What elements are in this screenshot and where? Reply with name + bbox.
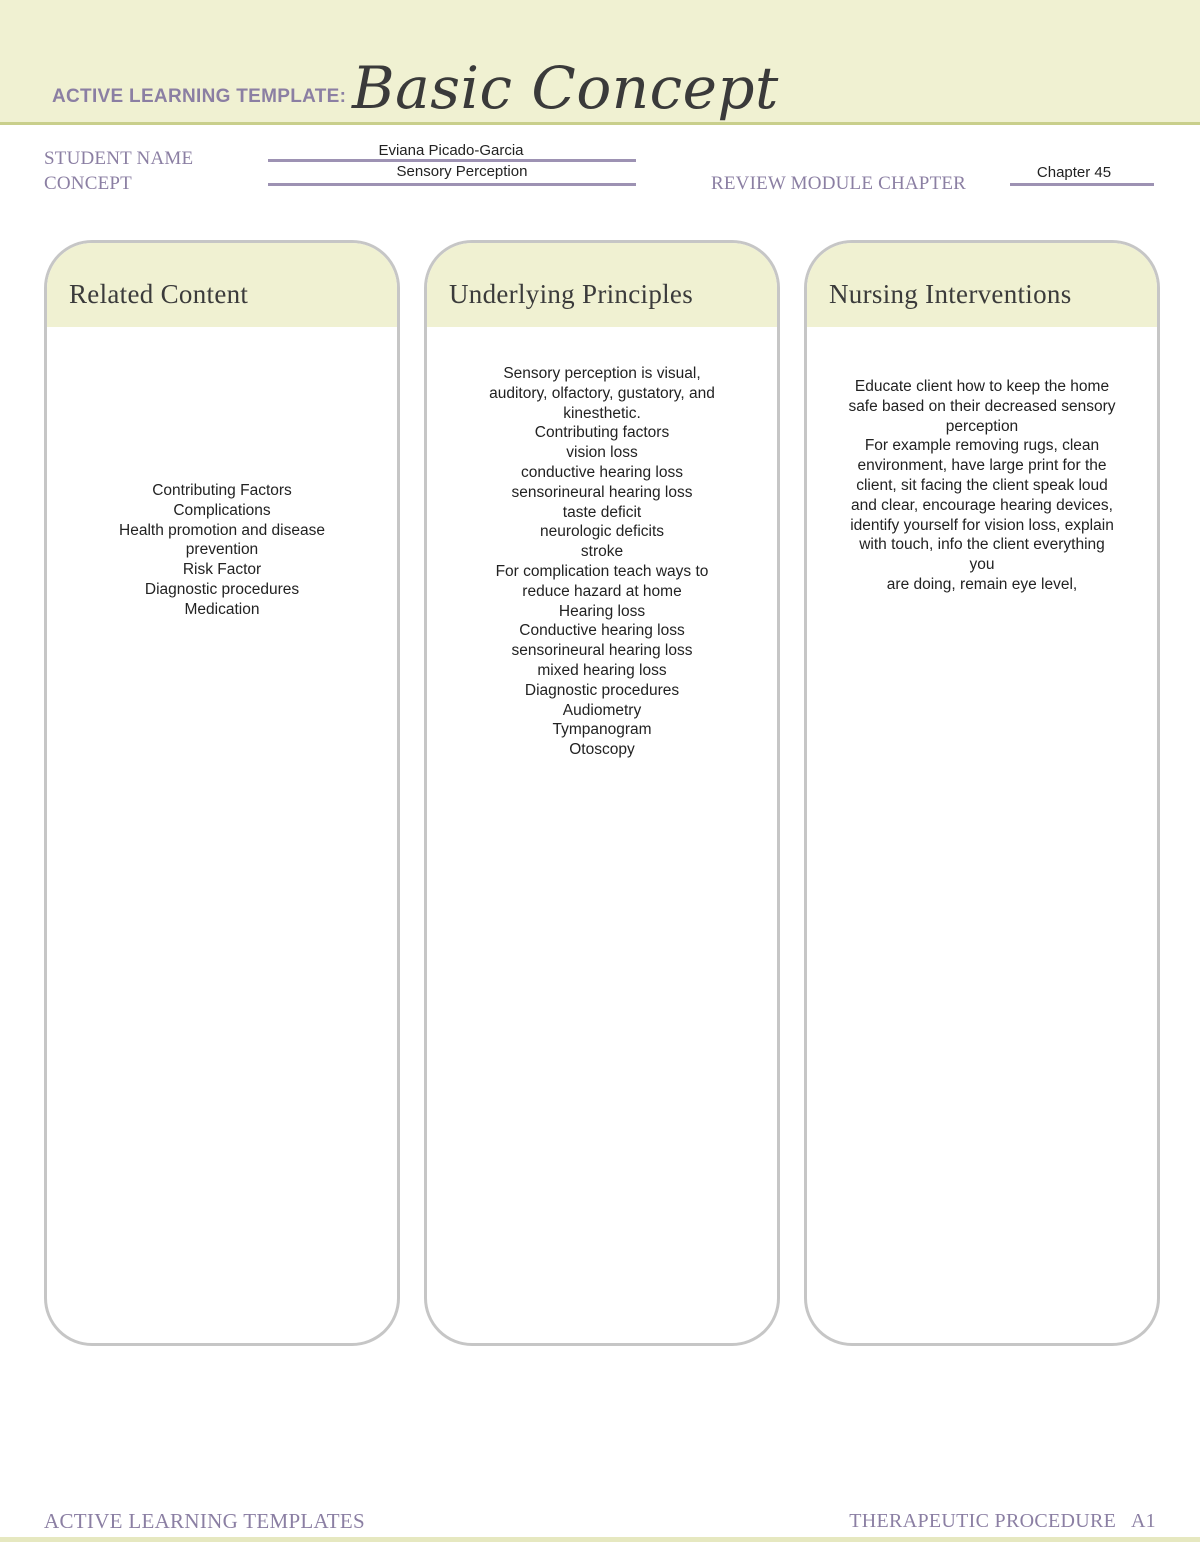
text-line: prevention — [185, 541, 259, 559]
text-line: Sensory perception is visual, — [503, 365, 701, 382]
text-line: mixed hearing loss — [537, 661, 667, 679]
text-line: conductive hearing loss — [521, 463, 683, 481]
text-line: For complication teach ways to — [495, 562, 709, 580]
concept-value[interactable]: Sensory Perception — [396, 163, 528, 180]
card-principles-header — [427, 243, 777, 327]
template-title: Basic Concept — [352, 54, 779, 122]
text-line: sensorineural hearing loss — [511, 483, 693, 501]
text-line: Contributing factors — [534, 424, 670, 442]
footer-bar — [0, 1537, 1200, 1542]
card-principles-title: Underlying Principles — [449, 279, 694, 309]
card-interventions-body[interactable] — [807, 377, 1157, 595]
student-name-line — [268, 159, 636, 162]
card-interventions-title: Nursing Interventions — [829, 279, 1072, 309]
text-line: taste deficit — [562, 503, 642, 521]
text-line: Health promotion and disease — [119, 521, 325, 539]
text-line: auditory, olfactory, gustatory, and — [489, 384, 715, 402]
text-line: client, sit facing the client speak loud — [856, 476, 1108, 494]
review-module-line — [1010, 183, 1154, 186]
concept-label: CONCEPT — [44, 173, 132, 194]
text-line: Hearing loss — [558, 602, 646, 620]
text-line: sensorineural hearing loss — [511, 642, 693, 660]
header-banner — [0, 0, 1200, 125]
text-line: vision loss — [566, 444, 638, 462]
card-related-content — [44, 240, 400, 1346]
text-line: stroke — [580, 543, 624, 561]
card-related-header — [47, 243, 397, 327]
card-nursing-interventions — [804, 240, 1160, 1346]
template-label: ACTIVE LEARNING TEMPLATE: — [52, 86, 347, 107]
text-line: Diagnostic procedures — [524, 681, 680, 699]
card-related-title: Related Content — [69, 279, 249, 309]
text-line: reduce hazard at home — [522, 582, 682, 600]
card-underlying-principles — [424, 240, 780, 1346]
text-line: Tympanogram — [552, 721, 652, 739]
text-line: and clear, encourage hearing devices, — [851, 496, 1113, 514]
concept-line — [268, 183, 636, 186]
card-related-body[interactable] — [47, 481, 397, 620]
student-name-value[interactable]: Eviana Picado-Garcia — [378, 142, 524, 159]
review-module-value[interactable]: Chapter 45 — [1036, 164, 1112, 181]
text-line: Risk Factor — [182, 561, 262, 579]
card-interventions-header — [807, 243, 1157, 327]
footer-right-text: THERAPEUTIC PROCEDURE A1 — [849, 1510, 1156, 1532]
text-line: safe based on their decreased sensory — [848, 397, 1116, 415]
text-line: Conductive hearing loss — [519, 622, 685, 640]
text-line: Complications — [173, 501, 271, 519]
text-line: environment, have large print for the — [857, 457, 1107, 475]
review-module-label: REVIEW MODULE CHAPTER — [711, 173, 967, 194]
text-line: identify yourself for vision loss, explain — [850, 516, 1114, 534]
text-line: neurologic deficits — [539, 523, 665, 541]
student-name-label: STUDENT NAME — [44, 148, 194, 169]
text-line: are doing, remain eye level, — [886, 575, 1078, 593]
text-line: Audiometry — [562, 701, 642, 719]
text-line: Contributing Factors — [152, 482, 292, 499]
footer-left-text: ACTIVE LEARNING TEMPLATES — [44, 1509, 365, 1533]
text-line: with touch, info the client everything you — [859, 536, 1105, 574]
text-line: Diagnostic procedures — [144, 580, 300, 598]
text-line: Otoscopy — [569, 741, 635, 759]
text-line: For example removing rugs, clean — [864, 437, 1100, 455]
card-principles-body[interactable] — [427, 364, 777, 760]
text-line: Medication — [184, 600, 260, 618]
text-line: kinesthetic. — [563, 404, 641, 422]
text-line: Educate client how to keep the home — [854, 378, 1110, 395]
text-line: perception — [945, 417, 1019, 435]
